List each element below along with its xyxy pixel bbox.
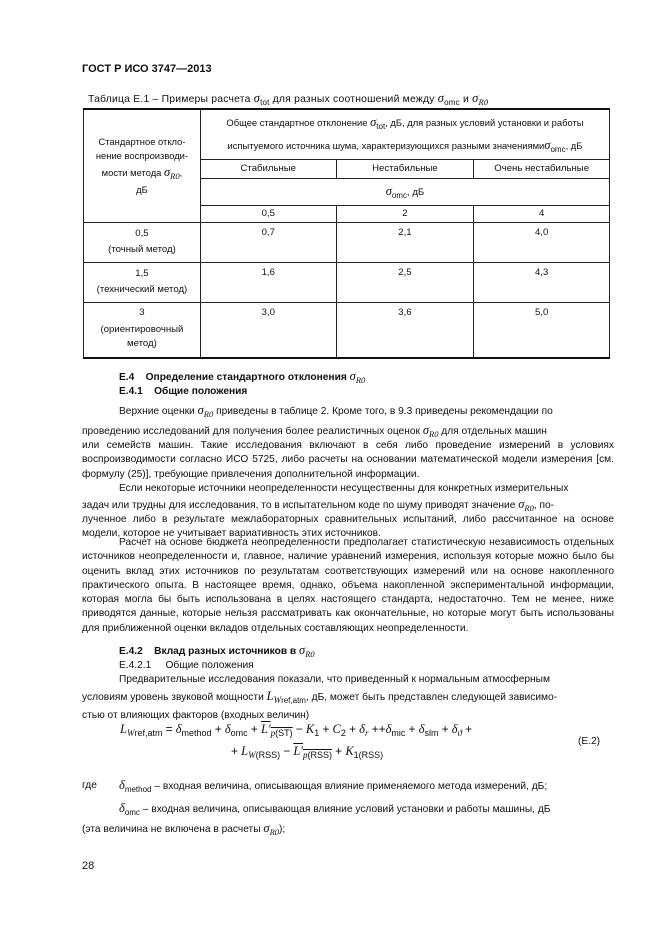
uncertainty-table bbox=[83, 108, 610, 359]
subscript: omc bbox=[124, 808, 140, 817]
table-row bbox=[84, 262, 610, 302]
caption-and: и bbox=[462, 94, 469, 105]
subscript: omc bbox=[444, 98, 460, 107]
subscript: omc bbox=[550, 145, 566, 155]
page-number: 28 bbox=[82, 860, 95, 872]
left-header-line: мости метода bbox=[101, 166, 162, 178]
sigma-symbol: σ bbox=[422, 423, 429, 437]
omc-value: 2 bbox=[336, 205, 474, 222]
omc-value: 4 bbox=[474, 205, 610, 222]
definition-line bbox=[82, 820, 614, 841]
sigma-symbol: σ bbox=[299, 643, 306, 657]
sigma-symbol: σ bbox=[197, 403, 204, 417]
table-cell: 2,5 bbox=[336, 262, 474, 302]
method-label: (технический метод) bbox=[96, 284, 188, 296]
subscript: R0 bbox=[355, 375, 366, 385]
section-title: Вклад разных источников в bbox=[154, 646, 297, 657]
document-header: ГОСТ Р ИСО 3747—2013 bbox=[82, 63, 212, 75]
where-label: где bbox=[82, 780, 97, 791]
table-cell: 0,7 bbox=[200, 222, 336, 262]
caption-middle: для разных соотношений между bbox=[272, 94, 435, 105]
text-run: – входная величина, описывающая влияние применяемого метода измерений, дБ; bbox=[154, 781, 548, 792]
text-run: ); bbox=[279, 824, 286, 835]
top-header-text: , дБ, для разных условий установки и работы bbox=[385, 116, 584, 128]
subscript: R0 bbox=[203, 409, 214, 419]
table-cell: 4,0 bbox=[474, 222, 610, 262]
table-cell: 1,6 bbox=[200, 262, 336, 302]
subscript: R0 bbox=[170, 170, 180, 181]
top-header-cell bbox=[200, 109, 609, 159]
sigma-symbol: σ bbox=[164, 164, 171, 179]
subscript: method bbox=[124, 785, 152, 794]
r0-value: 0,5 bbox=[135, 227, 149, 239]
table-row bbox=[84, 302, 610, 358]
sigma-symbol: σ bbox=[263, 821, 270, 835]
left-header-line: Стандартное откло- bbox=[98, 135, 186, 147]
text-run: (эта величина не включена в расчеты bbox=[82, 824, 261, 835]
omc-value: 0,5 bbox=[200, 205, 336, 222]
unit-label: , дБ bbox=[406, 186, 425, 198]
paragraph: лученное либо в результате межлабораторных сравнительных испытаний, либо рассчитанное на основе модели, которое не учитывает вариативность этих источников. bbox=[82, 514, 614, 540]
method-label: (ориентировочный метод) bbox=[100, 324, 184, 350]
section-title: Определение стандартного отклонения bbox=[145, 372, 347, 383]
paragraph: Если некоторые источники неопределенности несущественны для конкретных измерительных bbox=[119, 483, 569, 494]
sigma-symbol: σ bbox=[544, 138, 551, 153]
section-e421-heading bbox=[119, 660, 254, 671]
subscript: tot bbox=[260, 98, 270, 107]
top-header-text: Общее стандартное отклонение bbox=[226, 116, 368, 128]
omc-header-cell bbox=[200, 178, 609, 205]
table-cell: 3,0 bbox=[200, 302, 336, 358]
paragraph: Расчет на основе бюджета неопределенности предполагает статистическую независимость отдельных источников неопределенности и, главное, наличие уравнений измерения, используя которые можно было бы оценить вклад этих источников по результатам соответствующих измерений или на основе накопленного практического опыта. В настоящее время, однако, объема накопленной экспериментальной информации, которая могла бы быть использована в целях настоящего стандарта, недостаточно. Тем не менее, ниже приводятся данные, которые нельзя рассматривать как окончательные, но которые могут быть использованы для приближенной оценки вкладов отдельных составляющих неопределенности. bbox=[82, 537, 614, 634]
subscript: R0 bbox=[429, 429, 439, 439]
text-run: , по- bbox=[533, 500, 555, 511]
text-run: – входная величина, описывающая влияние условий установки и работы машины, дБ bbox=[142, 804, 551, 815]
delta-symbol: δ bbox=[119, 801, 125, 815]
text-run: задач или трудны для исследования, то в испытательном коде по шуму приводят значение bbox=[82, 500, 516, 511]
table-cell: 4,3 bbox=[474, 262, 610, 302]
equation-number: (Е.2) bbox=[578, 736, 601, 747]
condition-unstable: Нестабильные bbox=[336, 159, 474, 178]
sigma-symbol: σ bbox=[370, 114, 377, 129]
sigma-symbol: σ bbox=[385, 183, 392, 198]
left-header-cell bbox=[84, 109, 201, 222]
equation-line-1: $L_{Wref,atm} = \delta_{method} + \delta_{omc} + L'_{p(ST)} - K_1 + C_2 + \delta_r ++\delta_{mic} + \delta_{slm} + \delta_ϑ$ + bbox=[120, 722, 473, 738]
top-header-text: испытуемого источника шума, характеризующихся разными значениями bbox=[227, 140, 545, 152]
caption-prefix: Таблица Е.1 – Примеры расчета bbox=[88, 94, 251, 105]
r0-cell bbox=[84, 262, 201, 302]
table-cell: 5,0 bbox=[474, 302, 610, 358]
section-e42-heading bbox=[119, 643, 315, 659]
subscript: ref,atm bbox=[281, 696, 306, 705]
subscript: omc bbox=[391, 190, 407, 200]
section-title: Общие положения bbox=[154, 386, 248, 397]
r0-value: 3 bbox=[139, 306, 145, 318]
subscript: R0 bbox=[524, 503, 534, 513]
delta-symbol: δ bbox=[119, 778, 125, 792]
method-label: (точный метод) bbox=[108, 244, 176, 256]
table-row bbox=[84, 222, 610, 262]
top-header-text: , дБ bbox=[565, 140, 583, 152]
text-run: для отдельных машин bbox=[441, 426, 547, 437]
paragraph: или семейств машин. Такие исследования включают в себя либо проведение измерений в условиях воспроизводимости согласно ИСО 5725, либо расчеты на основании математической модели измерения [см. формулу (25)], требующие привлечения дополнительной информации. bbox=[82, 440, 614, 480]
text-run: , дБ, может быть представлен следующей зависимо- bbox=[305, 692, 558, 703]
section-number: Е.4.1 bbox=[119, 386, 143, 397]
condition-very-unstable: Очень нестабильные bbox=[474, 159, 610, 178]
paragraph: Предварительные исследования показали, что приведенный к нормальным атмосферным bbox=[119, 674, 550, 685]
equation-line-2: + $L_{W(RSS)} - L'_{p(RSS)} + K_{1(RSS)}$ bbox=[231, 744, 384, 760]
definition-line bbox=[119, 778, 614, 794]
r0-cell bbox=[84, 222, 201, 262]
table-cell: 3,6 bbox=[336, 302, 474, 358]
r0-cell bbox=[84, 302, 201, 358]
subscript: R0 bbox=[269, 827, 280, 837]
condition-stable: Стабильные bbox=[200, 159, 336, 178]
sigma-symbol: σ bbox=[518, 497, 525, 511]
left-header-line: , bbox=[179, 166, 183, 178]
definition-line bbox=[82, 800, 614, 821]
r0-value: 1,5 bbox=[135, 267, 149, 279]
subscript: R0 bbox=[478, 97, 489, 107]
section-number: Е.4.2 bbox=[119, 646, 143, 657]
subscript: R0 bbox=[305, 649, 315, 659]
left-header-line: нение воспроизводи- bbox=[95, 149, 189, 161]
text-run: условиям уровень звуковой мощности bbox=[82, 692, 264, 703]
section-e41-heading bbox=[119, 386, 247, 397]
lw-symbol: $L_W$ bbox=[266, 689, 282, 705]
left-header-line: дБ bbox=[136, 183, 148, 195]
sigma-symbol: σ bbox=[437, 91, 445, 105]
sigma-symbol: σ bbox=[472, 91, 479, 105]
paragraph bbox=[82, 688, 614, 709]
table-cell: 2,1 bbox=[336, 222, 474, 262]
section-number: Е.4 bbox=[119, 372, 135, 383]
paragraph: стью от влияющих факторов (входных величин) bbox=[82, 710, 310, 721]
table-caption bbox=[88, 91, 488, 107]
sigma-symbol: σ bbox=[349, 369, 356, 383]
text-run: проведению исследований для получения более реалистичных оценок bbox=[82, 426, 420, 437]
section-title: Общие положения bbox=[165, 660, 254, 671]
text-run: Верхние оценки bbox=[119, 406, 195, 417]
section-number: Е.4.2.1 bbox=[119, 660, 152, 671]
subscript: tot bbox=[376, 121, 386, 131]
paragraph bbox=[82, 402, 614, 423]
sigma-symbol: σ bbox=[253, 91, 261, 105]
text-run: приведены в таблице 2. Кроме того, в 9.3 приведены рекомендации по bbox=[216, 406, 553, 417]
section-e4-heading bbox=[119, 369, 365, 385]
